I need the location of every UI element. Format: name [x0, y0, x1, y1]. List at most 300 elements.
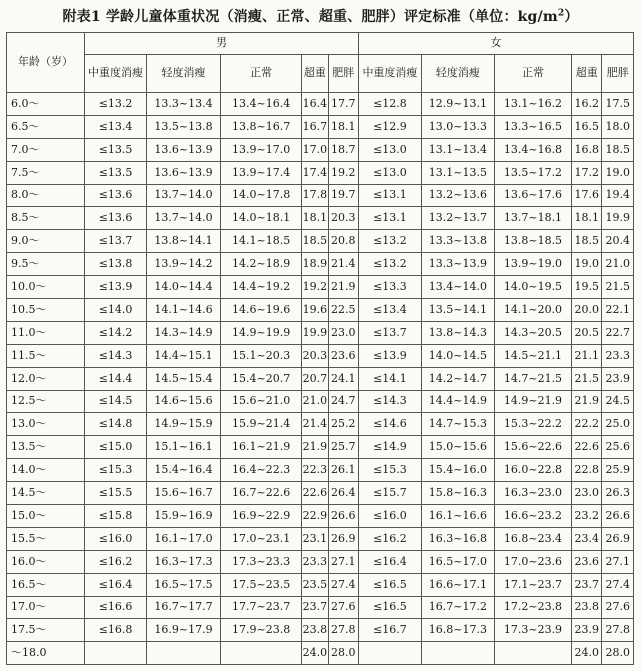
- header-female-normal: 正常: [494, 55, 571, 93]
- female-normal-cell: 13.8~18.5: [494, 230, 571, 253]
- male-overweight-cell: 21.0: [302, 390, 328, 413]
- table-row: [7, 596, 634, 619]
- male-severe-cell: ≤13.9: [85, 276, 147, 299]
- header-category-row: [7, 55, 634, 93]
- table-row: [7, 230, 634, 253]
- table-row: [7, 207, 634, 230]
- male-overweight-cell: 23.1: [302, 527, 328, 550]
- male-normal-cell: 15.1~20.3: [221, 344, 302, 367]
- header-male-severe: 中重度消瘦: [85, 55, 147, 93]
- title-main: 学龄儿童体重状况（消瘦、正常、超重、肥胖）评定标准（单位：kg/m: [105, 9, 558, 25]
- age-cell: 16.5～: [7, 573, 85, 596]
- male-severe-cell: ≤13.7: [85, 230, 147, 253]
- title-superscript: 2: [557, 8, 565, 19]
- table-row: [7, 505, 634, 528]
- header-age: 年龄（岁）: [7, 33, 85, 93]
- male-severe-cell: ≤13.4: [85, 115, 147, 138]
- age-cell: ～18.0: [7, 642, 85, 665]
- male-normal-cell: 17.5~23.5: [221, 573, 302, 596]
- female-normal-cell: 14.9~21.9: [494, 390, 571, 413]
- male-normal-cell: 14.0~18.1: [221, 207, 302, 230]
- female-severe-cell: [359, 642, 422, 665]
- female-obese-cell: 18.0: [602, 115, 634, 138]
- male-severe-cell: [85, 642, 147, 665]
- age-cell: 16.0～: [7, 550, 85, 573]
- male-normal-cell: 17.3~23.3: [221, 550, 302, 573]
- table-row: [7, 344, 634, 367]
- female-severe-cell: ≤13.1: [359, 184, 422, 207]
- male-normal-cell: [221, 642, 302, 665]
- female-overweight-cell: 21.9: [572, 390, 602, 413]
- male-mild-cell: 13.6~13.9: [146, 138, 220, 161]
- age-cell: 6.0～: [7, 93, 85, 116]
- male-obese-cell: 27.1: [328, 550, 358, 573]
- table-row: [7, 321, 634, 344]
- age-cell: 13.0～: [7, 413, 85, 436]
- female-overweight-cell: 23.8: [572, 596, 602, 619]
- female-normal-cell: 13.6~17.6: [494, 184, 571, 207]
- female-obese-cell: 21.0: [602, 253, 634, 276]
- male-overweight-cell: 22.3: [302, 459, 328, 482]
- male-overweight-cell: 22.9: [302, 505, 328, 528]
- table-row: [7, 619, 634, 642]
- header-female-mild: 轻度消瘦: [421, 55, 494, 93]
- female-overweight-cell: 23.7: [572, 573, 602, 596]
- male-obese-cell: 25.2: [328, 413, 358, 436]
- male-obese-cell: 23.0: [328, 321, 358, 344]
- male-obese-cell: 24.7: [328, 390, 358, 413]
- male-severe-cell: ≤14.5: [85, 390, 147, 413]
- female-normal-cell: 17.3~23.9: [494, 619, 571, 642]
- female-overweight-cell: 23.2: [572, 505, 602, 528]
- female-severe-cell: ≤14.9: [359, 436, 422, 459]
- female-obese-cell: 28.0: [602, 642, 634, 665]
- male-severe-cell: ≤15.0: [85, 436, 147, 459]
- female-obese-cell: 26.3: [602, 482, 634, 505]
- male-overweight-cell: 21.4: [302, 413, 328, 436]
- male-severe-cell: ≤15.8: [85, 505, 147, 528]
- title-suffix: ）: [564, 9, 579, 25]
- table-title: [0, 6, 641, 26]
- table-row: [7, 550, 634, 573]
- male-mild-cell: 14.3~14.9: [146, 321, 220, 344]
- female-overweight-cell: 23.6: [572, 550, 602, 573]
- female-severe-cell: ≤16.2: [359, 527, 422, 550]
- female-overweight-cell: 19.5: [572, 276, 602, 299]
- female-obese-cell: 22.7: [602, 321, 634, 344]
- female-mild-cell: 14.2~14.7: [421, 367, 494, 390]
- female-obese-cell: 21.5: [602, 276, 634, 299]
- female-overweight-cell: 17.2: [572, 161, 602, 184]
- table-row: [7, 642, 634, 665]
- male-normal-cell: 15.6~21.0: [221, 390, 302, 413]
- male-normal-cell: 13.4~16.4: [221, 93, 302, 116]
- male-normal-cell: 14.4~19.2: [221, 276, 302, 299]
- age-cell: 9.0～: [7, 230, 85, 253]
- male-mild-cell: 14.4~15.1: [146, 344, 220, 367]
- female-obese-cell: 25.6: [602, 436, 634, 459]
- male-mild-cell: [146, 642, 220, 665]
- female-overweight-cell: 21.5: [572, 367, 602, 390]
- table-row: [7, 573, 634, 596]
- female-mild-cell: 16.6~17.1: [421, 573, 494, 596]
- age-cell: 9.5～: [7, 253, 85, 276]
- age-cell: 17.0～: [7, 596, 85, 619]
- female-mild-cell: 13.1~13.4: [421, 138, 494, 161]
- age-cell: 14.0～: [7, 459, 85, 482]
- table-row: [7, 367, 634, 390]
- female-obese-cell: 27.6: [602, 596, 634, 619]
- male-overweight-cell: 18.5: [302, 230, 328, 253]
- male-obese-cell: 26.4: [328, 482, 358, 505]
- male-overweight-cell: 17.0: [302, 138, 328, 161]
- male-severe-cell: ≤14.8: [85, 413, 147, 436]
- male-normal-cell: 16.9~22.9: [221, 505, 302, 528]
- male-mild-cell: 13.9~14.2: [146, 253, 220, 276]
- female-overweight-cell: 18.5: [572, 230, 602, 253]
- female-severe-cell: ≤15.7: [359, 482, 422, 505]
- male-overweight-cell: 23.3: [302, 550, 328, 573]
- female-overweight-cell: 22.8: [572, 459, 602, 482]
- female-overweight-cell: 22.2: [572, 413, 602, 436]
- female-overweight-cell: 16.2: [572, 93, 602, 116]
- female-severe-cell: ≤12.9: [359, 115, 422, 138]
- male-obese-cell: 27.8: [328, 619, 358, 642]
- female-normal-cell: 13.1~16.2: [494, 93, 571, 116]
- female-mild-cell: 13.2~13.6: [421, 184, 494, 207]
- male-normal-cell: 17.9~23.8: [221, 619, 302, 642]
- male-overweight-cell: 18.9: [302, 253, 328, 276]
- male-severe-cell: ≤16.2: [85, 550, 147, 573]
- table-body: [7, 93, 634, 665]
- female-overweight-cell: 23.4: [572, 527, 602, 550]
- male-normal-cell: 14.1~18.5: [221, 230, 302, 253]
- female-normal-cell: 17.1~23.7: [494, 573, 571, 596]
- male-mild-cell: 14.1~14.6: [146, 299, 220, 322]
- header-male-mild: 轻度消瘦: [146, 55, 220, 93]
- table-row: [7, 482, 634, 505]
- male-obese-cell: 20.8: [328, 230, 358, 253]
- female-severe-cell: ≤16.5: [359, 573, 422, 596]
- table-row: [7, 459, 634, 482]
- female-obese-cell: 27.1: [602, 550, 634, 573]
- table-header: [7, 33, 634, 93]
- header-female-severe: 中重度消瘦: [359, 55, 422, 93]
- male-overweight-cell: 16.7: [302, 115, 328, 138]
- female-normal-cell: 13.5~17.2: [494, 161, 571, 184]
- female-normal-cell: 17.2~23.8: [494, 596, 571, 619]
- female-obese-cell: 19.9: [602, 207, 634, 230]
- female-severe-cell: ≤13.7: [359, 321, 422, 344]
- female-mild-cell: [421, 642, 494, 665]
- female-overweight-cell: 21.1: [572, 344, 602, 367]
- male-obese-cell: 19.7: [328, 184, 358, 207]
- age-cell: 11.5～: [7, 344, 85, 367]
- male-normal-cell: 13.9~17.0: [221, 138, 302, 161]
- female-severe-cell: ≤13.9: [359, 344, 422, 367]
- female-normal-cell: 17.0~23.6: [494, 550, 571, 573]
- male-mild-cell: 16.7~17.7: [146, 596, 220, 619]
- female-obese-cell: 18.5: [602, 138, 634, 161]
- female-overweight-cell: 22.6: [572, 436, 602, 459]
- female-obese-cell: 26.9: [602, 527, 634, 550]
- female-overweight-cell: 23.9: [572, 619, 602, 642]
- header-male-obese: 肥胖: [328, 55, 358, 93]
- female-severe-cell: ≤13.2: [359, 230, 422, 253]
- male-overweight-cell: 24.0: [302, 642, 328, 665]
- female-severe-cell: ≤13.0: [359, 138, 422, 161]
- age-cell: 10.0～: [7, 276, 85, 299]
- male-normal-cell: 14.6~19.6: [221, 299, 302, 322]
- male-normal-cell: 16.1~21.9: [221, 436, 302, 459]
- female-overweight-cell: 18.1: [572, 207, 602, 230]
- female-mild-cell: 16.8~17.3: [421, 619, 494, 642]
- age-cell: 10.5～: [7, 299, 85, 322]
- age-cell: 15.5～: [7, 527, 85, 550]
- table-row: [7, 299, 634, 322]
- male-normal-cell: 15.4~20.7: [221, 367, 302, 390]
- female-normal-cell: [494, 642, 571, 665]
- female-normal-cell: 14.7~21.5: [494, 367, 571, 390]
- female-severe-cell: ≤12.8: [359, 93, 422, 116]
- male-obese-cell: 18.1: [328, 115, 358, 138]
- female-normal-cell: 13.4~16.8: [494, 138, 571, 161]
- male-mild-cell: 16.9~17.9: [146, 619, 220, 642]
- female-mild-cell: 16.1~16.6: [421, 505, 494, 528]
- male-obese-cell: 21.9: [328, 276, 358, 299]
- male-overweight-cell: 21.9: [302, 436, 328, 459]
- female-normal-cell: 13.7~18.1: [494, 207, 571, 230]
- bmi-standard-table: [6, 32, 634, 665]
- male-obese-cell: 25.7: [328, 436, 358, 459]
- male-mild-cell: 13.6~13.9: [146, 161, 220, 184]
- table-row: [7, 138, 634, 161]
- female-mild-cell: 14.4~14.9: [421, 390, 494, 413]
- male-normal-cell: 13.8~16.7: [221, 115, 302, 138]
- table-row: [7, 115, 634, 138]
- male-overweight-cell: 23.8: [302, 619, 328, 642]
- male-severe-cell: ≤14.3: [85, 344, 147, 367]
- male-normal-cell: 16.7~22.6: [221, 482, 302, 505]
- female-severe-cell: ≤14.1: [359, 367, 422, 390]
- female-obese-cell: 23.9: [602, 367, 634, 390]
- male-normal-cell: 14.0~17.8: [221, 184, 302, 207]
- male-severe-cell: ≤16.8: [85, 619, 147, 642]
- female-normal-cell: 14.5~21.1: [494, 344, 571, 367]
- male-obese-cell: 17.7: [328, 93, 358, 116]
- header-male-overweight: 超重: [302, 55, 328, 93]
- female-mild-cell: 12.9~13.1: [421, 93, 494, 116]
- male-obese-cell: 19.2: [328, 161, 358, 184]
- female-mild-cell: 13.0~13.3: [421, 115, 494, 138]
- age-cell: 12.0～: [7, 367, 85, 390]
- female-overweight-cell: 16.5: [572, 115, 602, 138]
- female-severe-cell: ≤13.3: [359, 276, 422, 299]
- male-mild-cell: 15.1~16.1: [146, 436, 220, 459]
- male-overweight-cell: 20.3: [302, 344, 328, 367]
- table-row: [7, 527, 634, 550]
- female-normal-cell: 15.3~22.2: [494, 413, 571, 436]
- male-severe-cell: ≤13.5: [85, 138, 147, 161]
- female-normal-cell: 16.8~23.4: [494, 527, 571, 550]
- female-obese-cell: 25.0: [602, 413, 634, 436]
- male-overweight-cell: 23.7: [302, 596, 328, 619]
- table-row: [7, 436, 634, 459]
- female-mild-cell: 13.4~14.0: [421, 276, 494, 299]
- female-severe-cell: ≤16.5: [359, 596, 422, 619]
- female-normal-cell: 16.0~22.8: [494, 459, 571, 482]
- female-obese-cell: 19.4: [602, 184, 634, 207]
- age-cell: 12.5～: [7, 390, 85, 413]
- female-mild-cell: 14.0~14.5: [421, 344, 494, 367]
- female-normal-cell: 13.9~19.0: [494, 253, 571, 276]
- male-overweight-cell: 19.6: [302, 299, 328, 322]
- female-overweight-cell: 17.6: [572, 184, 602, 207]
- female-severe-cell: ≤13.4: [359, 299, 422, 322]
- female-normal-cell: 14.3~20.5: [494, 321, 571, 344]
- female-severe-cell: ≤13.2: [359, 253, 422, 276]
- age-cell: 17.5～: [7, 619, 85, 642]
- female-obese-cell: 22.1: [602, 299, 634, 322]
- male-normal-cell: 15.9~21.4: [221, 413, 302, 436]
- female-severe-cell: ≤13.1: [359, 207, 422, 230]
- female-obese-cell: 24.5: [602, 390, 634, 413]
- male-overweight-cell: 19.9: [302, 321, 328, 344]
- female-normal-cell: 13.3~16.5: [494, 115, 571, 138]
- male-severe-cell: ≤13.6: [85, 207, 147, 230]
- age-cell: 7.5～: [7, 161, 85, 184]
- table-row: [7, 93, 634, 116]
- table-row: [7, 413, 634, 436]
- male-obese-cell: 20.3: [328, 207, 358, 230]
- male-severe-cell: ≤13.6: [85, 184, 147, 207]
- male-severe-cell: ≤16.6: [85, 596, 147, 619]
- male-severe-cell: ≤14.2: [85, 321, 147, 344]
- male-severe-cell: ≤13.2: [85, 93, 147, 116]
- female-mild-cell: 13.8~14.3: [421, 321, 494, 344]
- table-row: [7, 390, 634, 413]
- female-mild-cell: 14.7~15.3: [421, 413, 494, 436]
- male-normal-cell: 14.9~19.9: [221, 321, 302, 344]
- female-mild-cell: 15.0~15.6: [421, 436, 494, 459]
- male-obese-cell: 26.9: [328, 527, 358, 550]
- male-obese-cell: 21.4: [328, 253, 358, 276]
- male-obese-cell: 26.1: [328, 459, 358, 482]
- female-obese-cell: 25.9: [602, 459, 634, 482]
- male-mild-cell: 14.0~14.4: [146, 276, 220, 299]
- header-female-obese: 肥胖: [602, 55, 634, 93]
- male-mild-cell: 13.3~13.4: [146, 93, 220, 116]
- female-mild-cell: 13.2~13.7: [421, 207, 494, 230]
- male-overweight-cell: 17.4: [302, 161, 328, 184]
- header-male-normal: 正常: [221, 55, 302, 93]
- male-overweight-cell: 18.1: [302, 207, 328, 230]
- table-row: [7, 184, 634, 207]
- female-mild-cell: 16.5~17.0: [421, 550, 494, 573]
- age-cell: 14.5～: [7, 482, 85, 505]
- male-obese-cell: 18.7: [328, 138, 358, 161]
- female-normal-cell: 16.3~23.0: [494, 482, 571, 505]
- male-mild-cell: 14.5~15.4: [146, 367, 220, 390]
- male-mild-cell: 13.7~14.0: [146, 184, 220, 207]
- male-mild-cell: 15.6~16.7: [146, 482, 220, 505]
- female-severe-cell: ≤15.3: [359, 459, 422, 482]
- male-severe-cell: ≤14.4: [85, 367, 147, 390]
- male-overweight-cell: 23.5: [302, 573, 328, 596]
- male-obese-cell: 28.0: [328, 642, 358, 665]
- male-obese-cell: 27.4: [328, 573, 358, 596]
- female-severe-cell: ≤14.6: [359, 413, 422, 436]
- male-mild-cell: 15.4~16.4: [146, 459, 220, 482]
- age-cell: 8.5～: [7, 207, 85, 230]
- table-row: [7, 276, 634, 299]
- table-row: [7, 253, 634, 276]
- header-male: 男: [85, 33, 359, 55]
- female-obese-cell: 20.4: [602, 230, 634, 253]
- female-overweight-cell: 24.0: [572, 642, 602, 665]
- female-severe-cell: ≤16.4: [359, 550, 422, 573]
- female-obese-cell: 26.6: [602, 505, 634, 528]
- male-severe-cell: ≤13.5: [85, 161, 147, 184]
- female-overweight-cell: 16.8: [572, 138, 602, 161]
- male-obese-cell: 22.5: [328, 299, 358, 322]
- male-mild-cell: 16.5~17.5: [146, 573, 220, 596]
- male-mild-cell: 16.1~17.0: [146, 527, 220, 550]
- female-overweight-cell: 20.0: [572, 299, 602, 322]
- female-mild-cell: 13.1~13.5: [421, 161, 494, 184]
- header-sex-row: [7, 33, 634, 55]
- female-severe-cell: ≤14.3: [359, 390, 422, 413]
- age-cell: 8.0～: [7, 184, 85, 207]
- male-obese-cell: 23.6: [328, 344, 358, 367]
- male-severe-cell: ≤13.8: [85, 253, 147, 276]
- age-cell: 13.5～: [7, 436, 85, 459]
- age-cell: 7.0～: [7, 138, 85, 161]
- male-mild-cell: 15.9~16.9: [146, 505, 220, 528]
- female-mild-cell: 15.8~16.3: [421, 482, 494, 505]
- male-severe-cell: ≤16.4: [85, 573, 147, 596]
- male-normal-cell: 17.0~23.1: [221, 527, 302, 550]
- male-mild-cell: 16.3~17.3: [146, 550, 220, 573]
- male-normal-cell: 17.7~23.7: [221, 596, 302, 619]
- male-obese-cell: 27.6: [328, 596, 358, 619]
- female-overweight-cell: 19.0: [572, 253, 602, 276]
- age-cell: 15.0～: [7, 505, 85, 528]
- female-mild-cell: 15.4~16.0: [421, 459, 494, 482]
- female-obese-cell: 27.4: [602, 573, 634, 596]
- female-obese-cell: 27.8: [602, 619, 634, 642]
- female-severe-cell: ≤16.7: [359, 619, 422, 642]
- female-mild-cell: 13.3~13.9: [421, 253, 494, 276]
- male-overweight-cell: 20.7: [302, 367, 328, 390]
- male-mild-cell: 13.7~14.0: [146, 207, 220, 230]
- male-mild-cell: 14.6~15.6: [146, 390, 220, 413]
- female-mild-cell: 13.3~13.8: [421, 230, 494, 253]
- female-normal-cell: 15.6~22.6: [494, 436, 571, 459]
- male-severe-cell: ≤16.0: [85, 527, 147, 550]
- male-mild-cell: 13.8~14.1: [146, 230, 220, 253]
- male-mild-cell: 14.9~15.9: [146, 413, 220, 436]
- female-obese-cell: 23.3: [602, 344, 634, 367]
- male-obese-cell: 26.6: [328, 505, 358, 528]
- male-severe-cell: ≤15.3: [85, 459, 147, 482]
- male-overweight-cell: 16.4: [302, 93, 328, 116]
- female-overweight-cell: 23.0: [572, 482, 602, 505]
- female-overweight-cell: 20.5: [572, 321, 602, 344]
- age-cell: 6.5～: [7, 115, 85, 138]
- female-normal-cell: 14.1~20.0: [494, 299, 571, 322]
- male-severe-cell: ≤15.5: [85, 482, 147, 505]
